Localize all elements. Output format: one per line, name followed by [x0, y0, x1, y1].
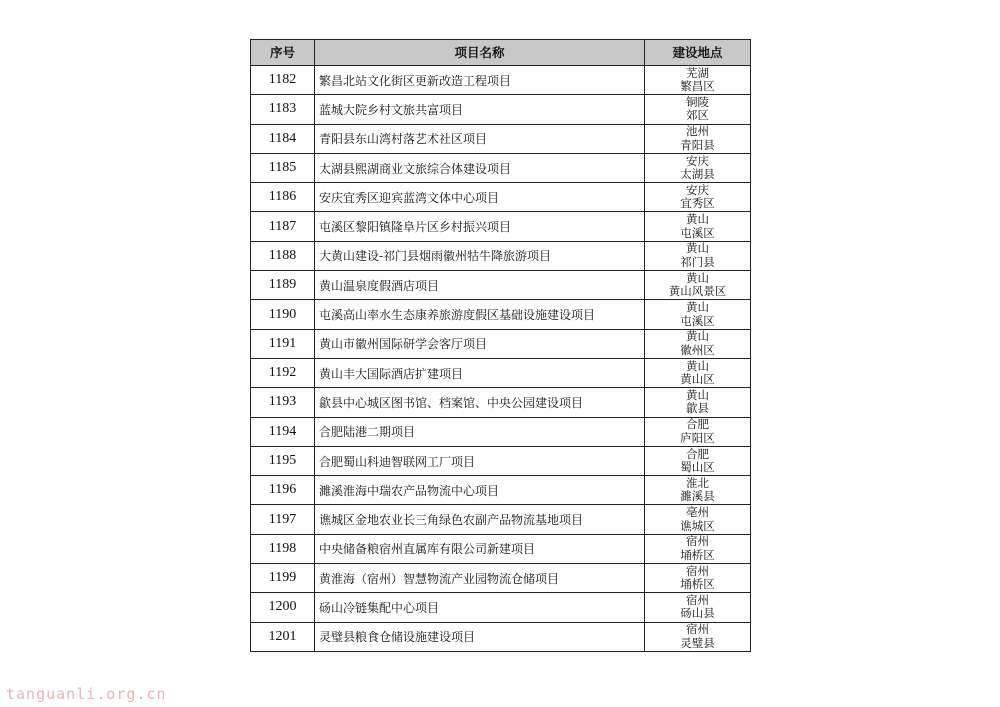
- row-number: 1183: [251, 95, 315, 124]
- project-name: 蓝城大院乡村文旅共富项目: [315, 95, 645, 124]
- project-location: [645, 300, 751, 329]
- table-row: [251, 622, 751, 651]
- location-city: 安庆: [686, 153, 709, 168]
- row-number: 1195: [251, 446, 315, 475]
- location-district: 郊区: [686, 108, 709, 123]
- row-number: 1182: [251, 66, 315, 95]
- header-name: 项目名称: [315, 40, 645, 66]
- row-number: 1201: [251, 622, 315, 651]
- location-district: 埇桥区: [680, 577, 715, 592]
- project-location: [645, 388, 751, 417]
- project-name: 安庆宜秀区迎宾蓝湾文体中心项目: [315, 183, 645, 212]
- location-city: 淮北: [686, 475, 709, 490]
- location-district: 屯溪区: [680, 313, 715, 328]
- table-row: [251, 534, 751, 563]
- table-row: [251, 66, 751, 95]
- row-number: 1198: [251, 534, 315, 563]
- project-name: 大黄山建设-祁门县烟雨徽州牯牛降旅游项目: [315, 241, 645, 270]
- project-location: [645, 476, 751, 505]
- row-number: 1200: [251, 593, 315, 622]
- location-city: 合肥: [686, 417, 709, 432]
- table-row: [251, 358, 751, 387]
- project-name: 繁昌北站文化街区更新改造工程项目: [315, 66, 645, 95]
- location-city: 黄山: [686, 212, 709, 227]
- project-name: 砀山冷链集配中心项目: [315, 593, 645, 622]
- row-number: 1192: [251, 358, 315, 387]
- table-row: [251, 300, 751, 329]
- row-number: 1185: [251, 153, 315, 182]
- project-name: 黄山丰大国际酒店扩建项目: [315, 358, 645, 387]
- project-name: 黄山市徽州国际研学会客厅项目: [315, 329, 645, 358]
- row-number: 1191: [251, 329, 315, 358]
- project-table: [250, 39, 751, 652]
- location-district: 濉溪县: [680, 489, 715, 504]
- project-location: [645, 66, 751, 95]
- project-location: [645, 417, 751, 446]
- table-row: [251, 505, 751, 534]
- project-name: 屯溪高山率水生态康养旅游度假区基础设施建设项目: [315, 300, 645, 329]
- project-name: 中央储备粮宿州直属库有限公司新建项目: [315, 534, 645, 563]
- project-name: 灵璧县粮食仓储设施建设项目: [315, 622, 645, 651]
- location-district: 歙县: [686, 401, 709, 416]
- row-number: 1197: [251, 505, 315, 534]
- location-city: 黄山: [686, 270, 709, 285]
- project-location: [645, 564, 751, 593]
- location-city: 宿州: [686, 592, 709, 607]
- location-city: 亳州: [686, 505, 709, 520]
- location-district: 谯城区: [680, 518, 715, 533]
- project-location: [645, 271, 751, 300]
- location-district: 灵璧县: [680, 635, 715, 650]
- table-row: [251, 417, 751, 446]
- table-row: [251, 593, 751, 622]
- header-no: 序号: [251, 40, 315, 66]
- project-location: [645, 124, 751, 153]
- project-location: [645, 534, 751, 563]
- location-district: 庐阳区: [680, 430, 715, 445]
- project-name: 黄山温泉度假酒店项目: [315, 271, 645, 300]
- project-name: 谯城区金地农业长三角绿色农副产品物流基地项目: [315, 505, 645, 534]
- table-row: [251, 271, 751, 300]
- project-name: 合肥陆港二期项目: [315, 417, 645, 446]
- header-location: 建设地点: [645, 40, 751, 66]
- row-number: 1187: [251, 212, 315, 241]
- project-name: 合肥蜀山科迪智联网工厂项目: [315, 446, 645, 475]
- project-location: [645, 241, 751, 270]
- row-number: 1193: [251, 388, 315, 417]
- project-name: 歙县中心城区图书馆、档案馆、中央公园建设项目: [315, 388, 645, 417]
- project-location: [645, 212, 751, 241]
- table-row: [251, 124, 751, 153]
- project-name: 濉溪淮海中瑞农产品物流中心项目: [315, 476, 645, 505]
- row-number: 1190: [251, 300, 315, 329]
- location-city: 宿州: [686, 534, 709, 549]
- location-district: 青阳县: [680, 137, 715, 152]
- table-row: [251, 329, 751, 358]
- table-header-row: [251, 40, 751, 66]
- project-name: 屯溪区黎阳镇隆阜片区乡村振兴项目: [315, 212, 645, 241]
- table-row: [251, 476, 751, 505]
- location-city: 黄山: [686, 329, 709, 344]
- project-name: 青阳县东山湾村落艺术社区项目: [315, 124, 645, 153]
- location-district: 蜀山区: [680, 460, 715, 474]
- location-district: 繁昌区: [680, 79, 715, 94]
- location-district: 砀山县: [680, 606, 715, 621]
- project-location: [645, 153, 751, 182]
- row-number: 1194: [251, 417, 315, 446]
- location-district: 宜秀区: [680, 196, 715, 211]
- project-location: [645, 183, 751, 212]
- table-body: [251, 66, 751, 652]
- table-row: [251, 95, 751, 124]
- row-number: 1184: [251, 124, 315, 153]
- row-number: 1196: [251, 476, 315, 505]
- row-number: 1186: [251, 183, 315, 212]
- location-city: 黄山: [686, 387, 709, 402]
- row-number: 1199: [251, 564, 315, 593]
- table-row: [251, 183, 751, 212]
- location-district: 黄山区: [680, 372, 715, 387]
- location-city: 黄山: [686, 300, 709, 315]
- project-location: [645, 446, 751, 475]
- project-location: [645, 593, 751, 622]
- table-row: [251, 153, 751, 182]
- project-location: [645, 622, 751, 651]
- row-number: 1189: [251, 271, 315, 300]
- table-row: [251, 446, 751, 475]
- project-name: 黄淮海（宿州）智慧物流产业园物流仓储项目: [315, 564, 645, 593]
- table-row: [251, 212, 751, 241]
- location-district: 祁门县: [680, 254, 715, 269]
- location-city: 合肥: [686, 446, 709, 461]
- row-number: 1188: [251, 241, 315, 270]
- table-row: [251, 564, 751, 593]
- location-district: 太湖县: [680, 167, 715, 182]
- location-city: 安庆: [686, 182, 709, 197]
- project-location: [645, 95, 751, 124]
- location-city: 池州: [686, 124, 709, 139]
- project-location: [645, 358, 751, 387]
- location-city: 宿州: [686, 622, 709, 637]
- project-location: [645, 505, 751, 534]
- project-location: [645, 329, 751, 358]
- location-city: 铜陵: [686, 94, 709, 109]
- location-district: 黄山风景区: [668, 284, 727, 299]
- location-district: 徽州区: [680, 342, 715, 357]
- location-district: 埇桥区: [680, 547, 715, 562]
- location-city: 宿州: [686, 563, 709, 578]
- table-row: [251, 241, 751, 270]
- location-district: 屯溪区: [680, 225, 715, 240]
- watermark: tanguanli.org.cn: [6, 685, 167, 703]
- location-city: 黄山: [686, 241, 709, 256]
- project-name: 太湖县熙湖商业文旅综合体建设项目: [315, 153, 645, 182]
- location-city: 黄山: [686, 358, 709, 373]
- location-city: 芜湖: [686, 65, 709, 80]
- table-row: [251, 388, 751, 417]
